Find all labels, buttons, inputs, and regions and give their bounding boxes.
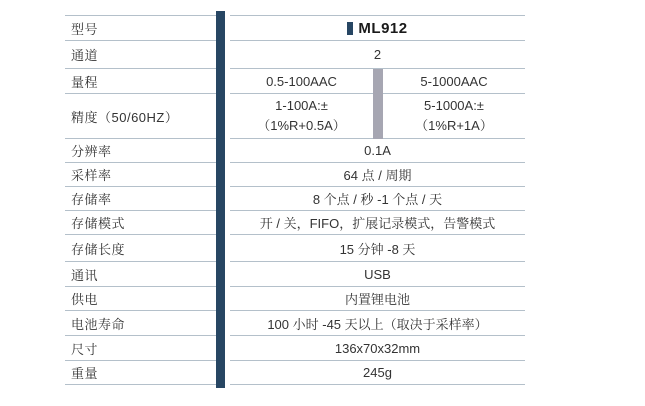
table-row	[65, 287, 216, 311]
label-dimensions: 尺寸	[71, 341, 99, 357]
accuracy-low-line2: （1%R+0.5A）	[257, 118, 346, 133]
table-row	[230, 139, 525, 163]
label-storage-mode: 存储模式	[71, 216, 126, 231]
value-accuracy-high	[383, 96, 525, 136]
table-row	[65, 235, 216, 262]
table-row	[230, 262, 525, 287]
accuracy-low-line1: 1-100A:±	[275, 98, 328, 113]
model-text: ML912	[358, 19, 408, 37]
spec-table	[65, 15, 525, 384]
value-sample-rate: 64 点 / 周期	[343, 168, 412, 183]
table-row	[65, 139, 216, 163]
value-column	[230, 15, 525, 385]
table-row	[65, 69, 216, 94]
label-channels: 通道	[71, 48, 99, 63]
label-battery-life: 电池寿命	[71, 316, 126, 332]
label-storage-rate: 存储率	[71, 192, 112, 207]
accent-divider-bar	[216, 11, 225, 388]
value-resolution: 0.1A	[364, 143, 391, 158]
label-weight: 重量	[71, 366, 99, 381]
table-row	[230, 336, 525, 361]
table-row	[65, 187, 216, 211]
label-resolution: 分辨率	[71, 144, 112, 159]
table-row	[65, 311, 216, 336]
table-row	[65, 94, 216, 139]
model-badge-icon	[347, 22, 353, 35]
label-accuracy: 精度（50/60HZ）	[71, 109, 179, 125]
table-row	[230, 361, 525, 385]
table-row	[230, 163, 525, 187]
value-storage-mode: 开 / 关，FIFO，扩展记录模式，告警模式	[259, 216, 496, 231]
label-communication: 通讯	[71, 267, 99, 283]
value-dimensions: 136x70x32mm	[334, 340, 421, 356]
table-row	[230, 235, 525, 262]
label-column	[65, 15, 216, 385]
table-row	[230, 211, 525, 235]
table-row	[65, 262, 216, 287]
label-sample-rate: 采样率	[71, 168, 112, 183]
range-divider-bar	[373, 69, 383, 139]
label-power: 供电	[71, 292, 99, 307]
table-row	[230, 287, 525, 311]
accuracy-high-line2: （1%R+1A）	[415, 118, 493, 133]
table-row	[230, 16, 525, 41]
value-range-high: 5-1000AAC	[420, 73, 488, 89]
value-model	[230, 20, 525, 37]
table-row	[65, 16, 216, 41]
accuracy-high-line1: 5-1000A:±	[424, 98, 484, 113]
label-storage-length: 存储长度	[71, 241, 126, 257]
label-range: 量程	[71, 74, 99, 90]
table-row	[65, 336, 216, 361]
table-row	[65, 41, 216, 69]
value-channels: 2	[373, 47, 382, 62]
table-row	[230, 187, 525, 211]
value-storage-length: 15 分钟 -8 天	[339, 241, 416, 257]
value-power: 内置锂电池	[344, 292, 410, 307]
value-range-low: 0.5-100AAC	[266, 73, 337, 89]
value-communication: USB	[364, 266, 391, 282]
table-row	[230, 41, 525, 69]
value-weight: 245g	[363, 365, 392, 380]
table-row	[230, 311, 525, 336]
value-accuracy-low	[230, 96, 373, 136]
label-model: 型号	[71, 21, 99, 37]
table-row	[65, 361, 216, 385]
value-storage-rate: 8 个点 / 秒 -1 个点 / 天	[312, 192, 443, 207]
value-battery-life: 100 小时 -45 天以上（取决于采样率）	[267, 316, 488, 332]
table-row	[65, 163, 216, 187]
table-row	[65, 211, 216, 235]
